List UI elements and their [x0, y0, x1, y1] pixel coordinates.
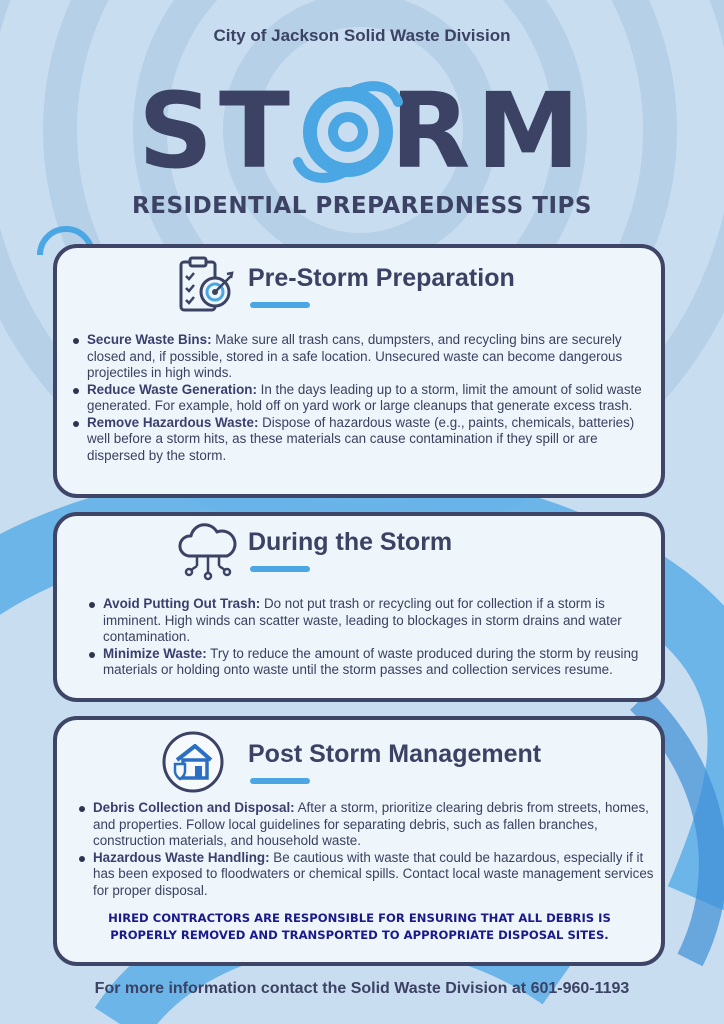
- contact-footer: For more information contact the Solid Waste Division at 601-960-1193: [94, 980, 630, 997]
- title-underline: [250, 566, 310, 572]
- list-item: Hazardous Waste Handling: Be cautious with waste that could be hazardous, especially if it has been exposed to floodwaters or chemical spills. Contact local waste management services for proper disposal.: [93, 850, 665, 900]
- tips-list: [75, 800, 665, 899]
- list-item: Minimize Waste: Try to reduce the amount of waste produced during the storm by reusing materials or holding onto waste until the storm passes and collection services resume.: [103, 646, 659, 679]
- cloud-network-icon: [175, 520, 241, 582]
- post-storm-card: [53, 716, 665, 966]
- pre-storm-card: [53, 244, 665, 498]
- list-item: Avoid Putting Out Trash: Do not put trash or recycling out for collection if a storm is imminent. High winds can scatter waste, leading to blockages in storm drains and water contamination.: [103, 596, 659, 646]
- contractor-notice: HIRED CONTRACTORS ARE RESPONSIBLE FOR ENSURING THAT ALL DEBRIS IS PROPERLY REMOVED AND TRANSPORTED TO APPROPRIATE DISPOSAL SITES.: [108, 911, 611, 942]
- list-item: Secure Waste Bins: Make sure all trash cans, dumpsters, and recycling bins are securely closed and, if possible, stored in a safe location. Unsecured waste can become dangerous projectiles in high winds.: [87, 332, 657, 382]
- storm-title: [0, 72, 724, 190]
- organization-name: City of Jackson Solid Waste Division: [213, 26, 511, 45]
- during-storm-card: [53, 512, 665, 702]
- hurricane-icon: [292, 76, 404, 188]
- section-title: During the Storm: [248, 528, 453, 556]
- section-title: Pre-Storm Preparation: [248, 264, 515, 292]
- subtitle: RESIDENTIAL PREPAREDNESS TIPS: [132, 193, 592, 219]
- list-item: Remove Hazardous Waste: Dispose of hazardous waste (e.g., paints, chemicals, batteries) well before a storm hits, as these materials can cause contamination if they spill or are dispersed by the storm.: [87, 415, 657, 465]
- checklist-target-icon: [175, 254, 235, 316]
- section-title: Post Storm Management: [248, 740, 542, 768]
- title-underline: [250, 778, 310, 784]
- tips-list: [69, 332, 657, 464]
- list-item: Debris Collection and Disposal: After a storm, prioritize clearing debris from streets, homes, and properties. Follow local guidelines for separating debris, such as fallen branches, construction materials, and household waste.: [93, 800, 665, 850]
- list-item: Reduce Waste Generation: In the days leading up to a storm, limit the amount of solid waste generated. For example, hold off on yard work or large cleanups that generate excess trash.: [87, 382, 657, 415]
- storm-title-prefix: ST: [138, 70, 296, 192]
- storm-title-suffix: RM: [390, 70, 586, 192]
- title-underline: [250, 302, 310, 308]
- tips-list: [85, 596, 659, 679]
- house-shield-icon: [161, 730, 225, 794]
